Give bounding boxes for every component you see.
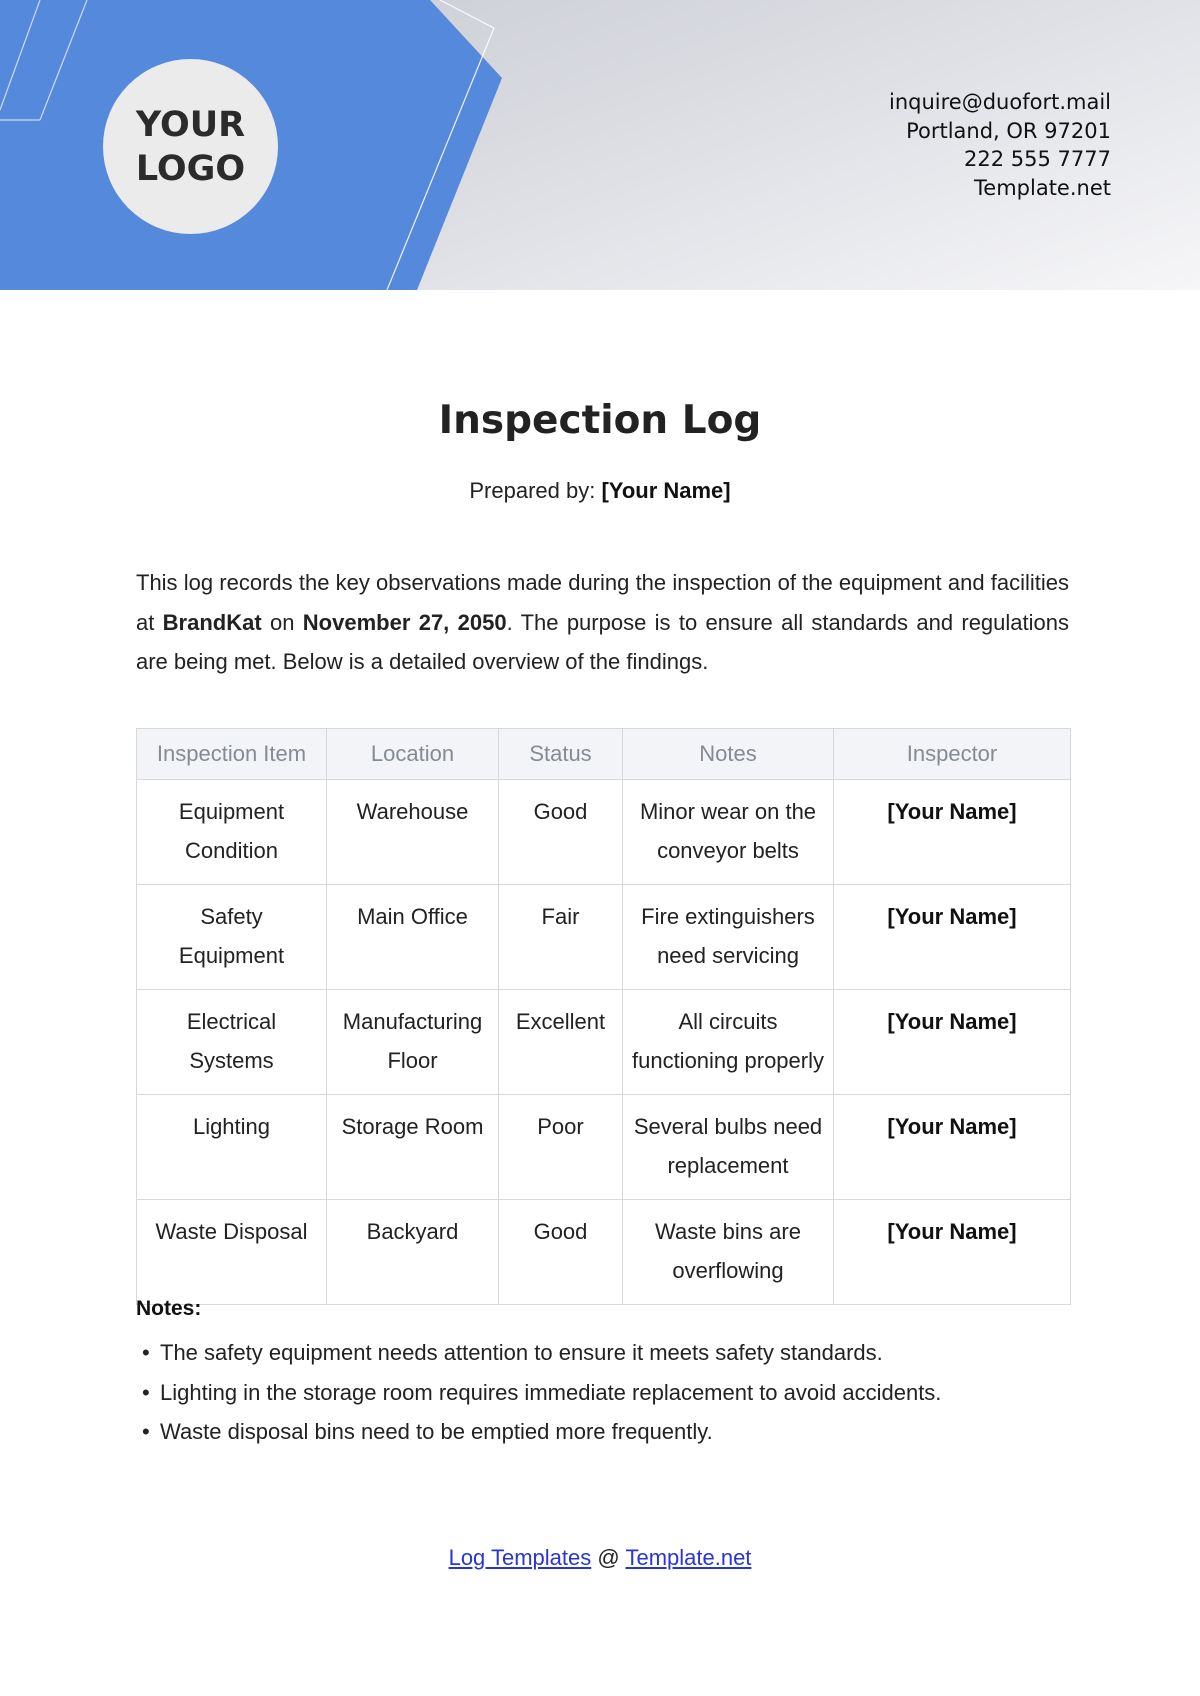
column-header: Location [327, 729, 499, 780]
column-header: Inspector [834, 729, 1071, 780]
cell-location: Backyard [327, 1200, 499, 1305]
list-item: • Waste disposal bins need to be emptied more frequently. [136, 1412, 941, 1452]
table-row [137, 885, 1071, 990]
inspection-date: November 27, 2050 [302, 609, 507, 635]
cell-inspector: [Your Name] [834, 780, 1071, 885]
table-row [137, 780, 1071, 885]
cell-item: Waste Disposal [137, 1200, 327, 1305]
contact-block [889, 88, 1111, 202]
cell-item: Safety Equipment [137, 885, 327, 990]
cell-status: Poor [499, 1095, 623, 1200]
cell-location: Storage Room [327, 1095, 499, 1200]
inspection-table [136, 728, 1071, 1305]
table-row [137, 1200, 1071, 1305]
cell-location: Manufacturing Floor [327, 990, 499, 1095]
column-header: Inspection Item [137, 729, 327, 780]
column-header: Notes [623, 729, 834, 780]
log-templates-link[interactable]: Log Templates [448, 1545, 592, 1570]
logo-text: YOUR LOGO [135, 104, 246, 189]
intro-text: This log records the key observations made during the inspection of the equipment and facilities at [136, 570, 1069, 635]
intro-text: . The purpose is to ensure all standards and regulations are being met. Below is a detailed overview of the findings. [136, 609, 1069, 674]
contact-email: inquire@duofort.mail [889, 90, 1111, 114]
cell-status: Good [499, 1200, 623, 1305]
cell-notes: Fire extinguishers need servicing [623, 885, 834, 990]
cell-notes: Several bulbs need replacement [623, 1095, 834, 1200]
table-row [137, 1095, 1071, 1200]
cell-status: Excellent [499, 990, 623, 1095]
list-item: • Lighting in the storage room requires immediate replacement to avoid accidents. [136, 1373, 941, 1413]
cell-inspector: [Your Name] [834, 1095, 1071, 1200]
cell-inspector: [Your Name] [834, 1200, 1071, 1305]
cell-inspector: [Your Name] [834, 885, 1071, 990]
prepared-by [0, 478, 1200, 504]
template-net-link[interactable]: Template.net [625, 1545, 752, 1570]
company-name: BrandKat [162, 609, 262, 635]
column-header: Status [499, 729, 623, 780]
notes-heading: Notes: [136, 1297, 202, 1320]
cell-item: Lighting [137, 1095, 327, 1200]
contact-address: Portland, OR 97201 [906, 118, 1111, 143]
footer [0, 1545, 1200, 1571]
contact-website: Template.net [974, 175, 1111, 200]
list-item: • The safety equipment needs attention to ensure it meets safety standards. [136, 1333, 941, 1373]
header-banner [0, 0, 1200, 290]
cell-item: Equipment Condition [137, 780, 327, 885]
prepared-label: Prepared by: [469, 478, 596, 503]
cell-status: Fair [499, 885, 623, 990]
cell-notes: All circuits functioning properly [623, 990, 834, 1095]
footer-separator: @ [591, 1545, 626, 1570]
logo-placeholder [103, 59, 278, 234]
cell-status: Good [499, 780, 623, 885]
cell-notes: Waste bins are overflowing [623, 1200, 834, 1305]
cell-item: Electrical Systems [137, 990, 327, 1095]
notes-list [136, 1333, 941, 1452]
cell-location: Warehouse [327, 780, 499, 885]
contact-phone: 222 555 7777 [964, 147, 1111, 171]
table-header-row [137, 729, 1071, 780]
cell-notes: Minor wear on the conveyor belts [623, 780, 834, 885]
cell-location: Main Office [327, 885, 499, 990]
intro-paragraph [136, 563, 1069, 682]
cell-inspector: [Your Name] [834, 990, 1071, 1095]
table-row [137, 990, 1071, 1095]
intro-text: on [261, 609, 303, 635]
prepared-name: [Your Name] [601, 478, 731, 503]
page-title: Inspection Log [438, 398, 762, 443]
